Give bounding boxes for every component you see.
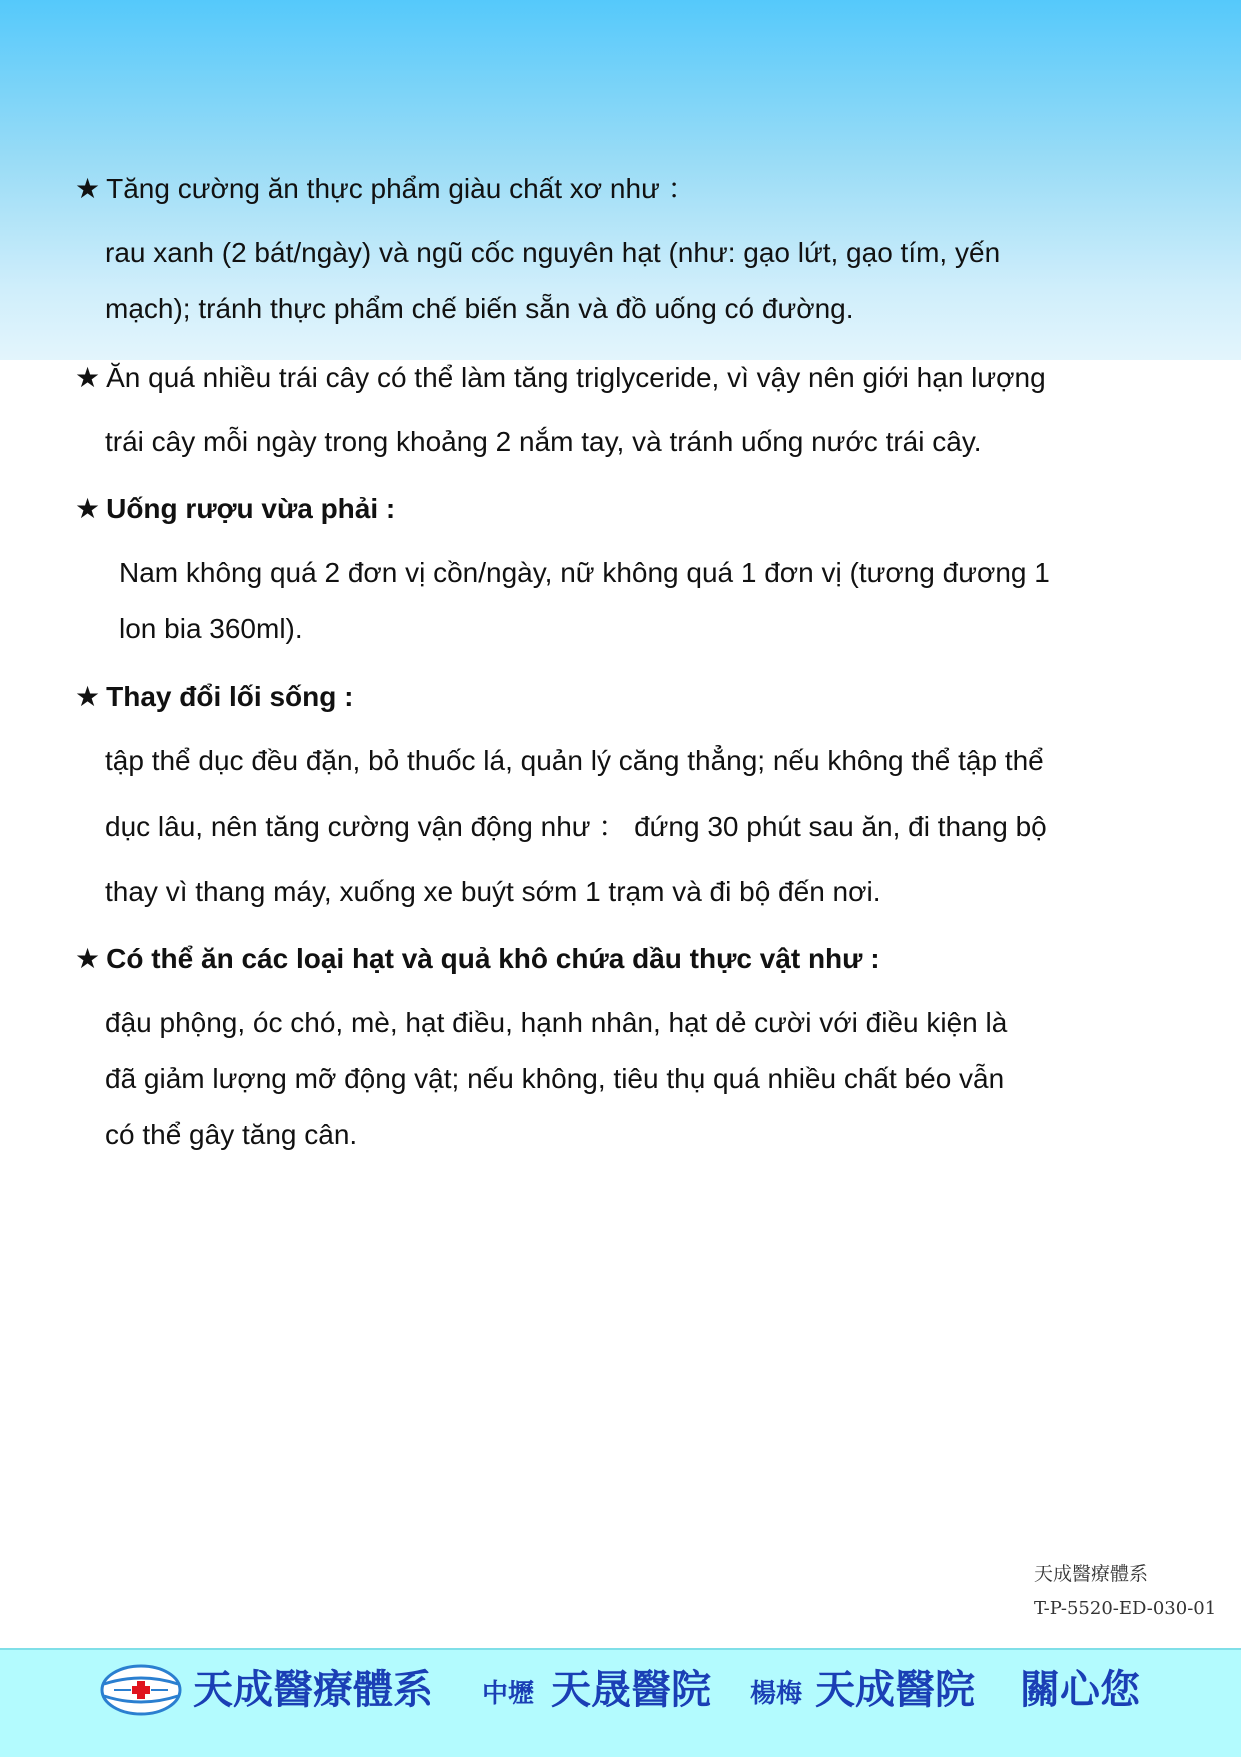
banner-slogan: 關心您 [1020,1667,1140,1713]
section-heading-alcohol: ★ Uống rượu vừa phải : [75,493,396,524]
section-heading-fiber: ★ Tăng cường ăn thực phẩm giàu chất xơ như ： [75,173,696,204]
section-text-line: tập thể dục đều đặn, bỏ thuốc lá, quản lý căng thẳng; nếu không thể tập thể [105,745,1044,776]
star-icon: ★ [75,173,101,204]
document-code: T-P-5520-ED-030-01 [1034,1598,1217,1619]
section-heading-nuts: ★ Có thể ăn các loại hạt và quả khô chứa dầu thực vật như : [75,943,880,974]
section-text-line: rau xanh (2 bát/ngày) và ngũ cốc nguyên hạt (như: gạo lứt, gạo tím, yến [105,237,1001,268]
section-text-line: đã giảm lượng mỡ động vật; nếu không, tiêu thụ quá nhiều chất béo vẫn [105,1063,1005,1094]
star-icon: ★ [75,943,101,974]
section-text-line: trái cây mỗi ngày trong khoảng 2 nắm tay, và tránh uống nước trái cây. [105,426,982,457]
footer-org-name: 天成醫療體系 [1034,1563,1149,1585]
section-text-line: dục lâu, nên tăng cường vận động như ： đứng 30 phút sau ăn, đi thang bộ [105,811,1047,842]
star-icon: ★ [75,681,101,712]
section-heading-fruit: ★ Ăn quá nhiều trái cây có thể làm tăng triglyceride, vì vậy nên giới hạn lượng [75,362,1046,393]
section-text-line: đậu phộng, óc chó, mè, hạt điều, hạnh nhân, hạt dẻ cười với điều kiện là [105,1007,1008,1038]
section-text-line: thay vì thang máy, xuống xe buýt sớm 1 trạm và đi bộ đến nơi. [105,876,881,907]
star-icon: ★ [75,362,101,393]
banner-hospital-tiancheng: 天成醫院 [815,1667,975,1713]
red-cross-globe-icon [100,1664,182,1716]
star-icon: ★ [75,493,101,524]
section-text-line: Nam không quá 2 đơn vị cồn/ngày, nữ không quá 1 đơn vị (tương đương 1 [119,557,1050,588]
section-text-line: lon bia 360ml). [119,613,303,644]
section-text-line: mạch); tránh thực phẩm chế biến sẵn và đồ uống có đường. [105,293,854,324]
section-text-line: có thể gây tăng cân. [105,1119,358,1150]
banner-org-name: 天成醫療體系 [193,1667,433,1713]
banner-place-yangmei: 楊梅 [750,1679,803,1709]
banner-place-zhongli: 中壢 [482,1679,535,1709]
section-heading-lifestyle: ★ Thay đổi lối sống : [75,681,354,712]
banner-hospital-tiansheng: 天晟醫院 [551,1667,711,1713]
